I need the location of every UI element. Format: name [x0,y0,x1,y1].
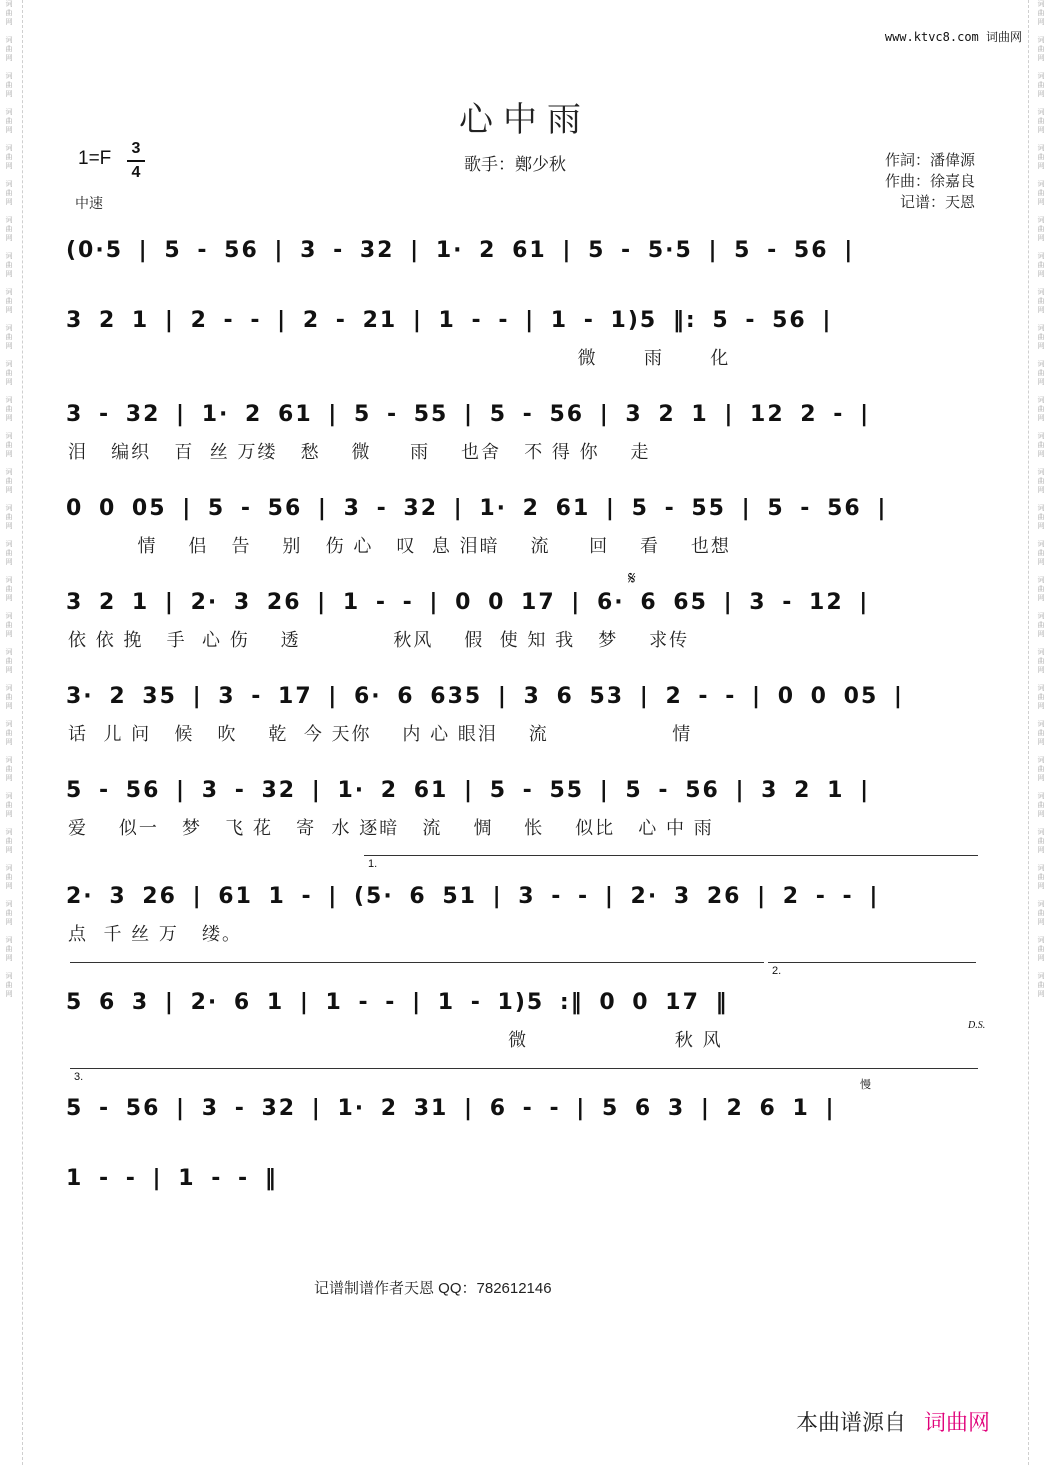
right-margin-line [1028,0,1029,1465]
score-line-notes: 2· 3 26 | 61 1 - | (5· 6 51 | 3 - - | 2· 3 26 | 2 - - | [66,884,880,909]
volta-1-continued [70,962,764,963]
volta-2-label: 2. [772,965,782,977]
score-line-notes: (0·5 | 5 - 56 | 3 - 32 | 1· 2 61 | 5 - 5·5 | 5 - 56 | [66,238,855,263]
score-line-notes: 0 0 05 | 5 - 56 | 3 - 32 | 1· 2 61 | 5 - 55 | 5 - 56 | [66,496,888,521]
volta-3-bracket [70,1068,978,1069]
site-url[interactable]: www.ktvc8.com 词曲网 [884,30,1022,44]
credits [885,150,975,213]
singer: 歌手：鄭少秋 [464,155,566,174]
transcriber-credit: 记谱制谱作者天恩 QQ：782612146 [314,1280,552,1297]
score-line-lyrics: 微 秋 风 [68,1030,723,1051]
score-line-lyrics: 话 儿 问 候 吹 乾 今 天你 内 心 眼泪 流 情 [68,724,693,745]
score-line-notes: 5 - 56 | 3 - 32 | 1· 2 61 | 5 - 55 | 5 - 56 | 3 2 1 | [66,778,871,803]
source-brand[interactable]: 词曲网 [924,1410,991,1435]
key-signature: 1=F [78,148,112,169]
lyricist: 作詞：潘偉源 [884,152,975,169]
score-line-lyrics: 微 雨 化 [68,348,731,369]
score-line-lyrics: 情 侣 告 别 伤 心 叹 息 泪暗 流 回 看 也想 [68,536,731,557]
volta-3-label: 3. [74,1071,84,1083]
score-line-lyrics: 依 依 挽 手 心 伤 透 秋风 假 使 知 我 梦 求传 [68,630,690,651]
left-margin-line [22,0,23,1465]
meter-bottom: 4 [131,164,141,181]
left-watermark-strip: 词 曲 网 词 曲 网 词 曲 网 词 曲 网 词 曲 网 词 曲 网 词 曲 网 词 曲 网 词 曲 网 词 曲 网 词 曲 网 词 曲 网 词 曲 网 词 曲 网 词 曲 网 词 曲 网 词 曲 网 词 曲 网 词 曲 网 词 曲 网 词 曲 网 词 曲 网 词 曲 网 词 曲 网 词 曲 网 词 曲 网 词 曲 网 词 曲 网 [5,1,13,998]
source-credit [796,1406,990,1437]
transcriber: 记谱：天恩 [899,194,975,211]
score-line-notes: 3· 2 35 | 3 - 17 | 6· 6 635 | 3 6 53 | 2 - - | 0 0 05 | [66,684,904,709]
meter-top: 3 [131,140,141,157]
score-line-lyrics: 泪 编织 百 丝 万缕 愁 微 雨 也舍 不 得 你 走 [68,442,651,463]
song-title: 心中雨 [459,100,591,140]
score-line-notes: 3 2 1 | 2· 3 26 | 1 - - | 0 0 17 | 6· 6 65 | 3 - 12 | [66,590,870,615]
score-line-notes: 3 2 1 | 2 - - | 2 - 21 | 1 - - | 1 - 1)5 ‖: 5 - 56 | [66,308,833,333]
volta-1-bracket [364,855,978,856]
volta-1-label: 1. [368,858,378,870]
ds-mark: D.S. [968,1020,986,1031]
tempo-mark: 中速 [75,195,103,211]
score-line-notes: 3 - 32 | 1· 2 61 | 5 - 55 | 5 - 56 | 3 2 1 | 12 2 - | [66,402,871,427]
score-line-notes: 5 6 3 | 2· 6 1 | 1 - - | 1 - 1)5 :‖ 0 0 17 ‖ [66,990,729,1015]
composer: 作曲：徐嘉良 [884,173,975,190]
score-line-lyrics: 点 千 丝 万 缕。 [68,924,243,945]
time-signature [127,138,145,184]
score-line-notes: 5 - 56 | 3 - 32 | 1· 2 31 | 6 - - | 5 6 3 | 2 6 1 | [66,1096,836,1121]
source-label: 本曲谱源自 [796,1410,907,1435]
volta-2-bracket [768,962,976,963]
score-line-lyrics: 爱 似一 梦 飞 花 寄 水 逐暗 流 惆 怅 似比 心 中 雨 [68,818,714,839]
right-watermark-strip: 词 曲 网 词 曲 网 词 曲 网 词 曲 网 词 曲 网 词 曲 网 词 曲 网 词 曲 网 词 曲 网 词 曲 网 词 曲 网 词 曲 网 词 曲 网 词 曲 网 词 曲 网 词 曲 网 词 曲 网 词 曲 网 词 曲 网 词 曲 网 词 曲 网 词 曲 网 词 曲 网 词 曲 网 词 曲 网 词 曲 网 词 曲 网 词 曲 网 [1037,1,1045,998]
segno-mark: 𝄋 [628,568,636,588]
slow-mark: 慢 [860,1079,871,1091]
score-line-notes: 1 - - | 1 - - ‖ [66,1166,278,1191]
